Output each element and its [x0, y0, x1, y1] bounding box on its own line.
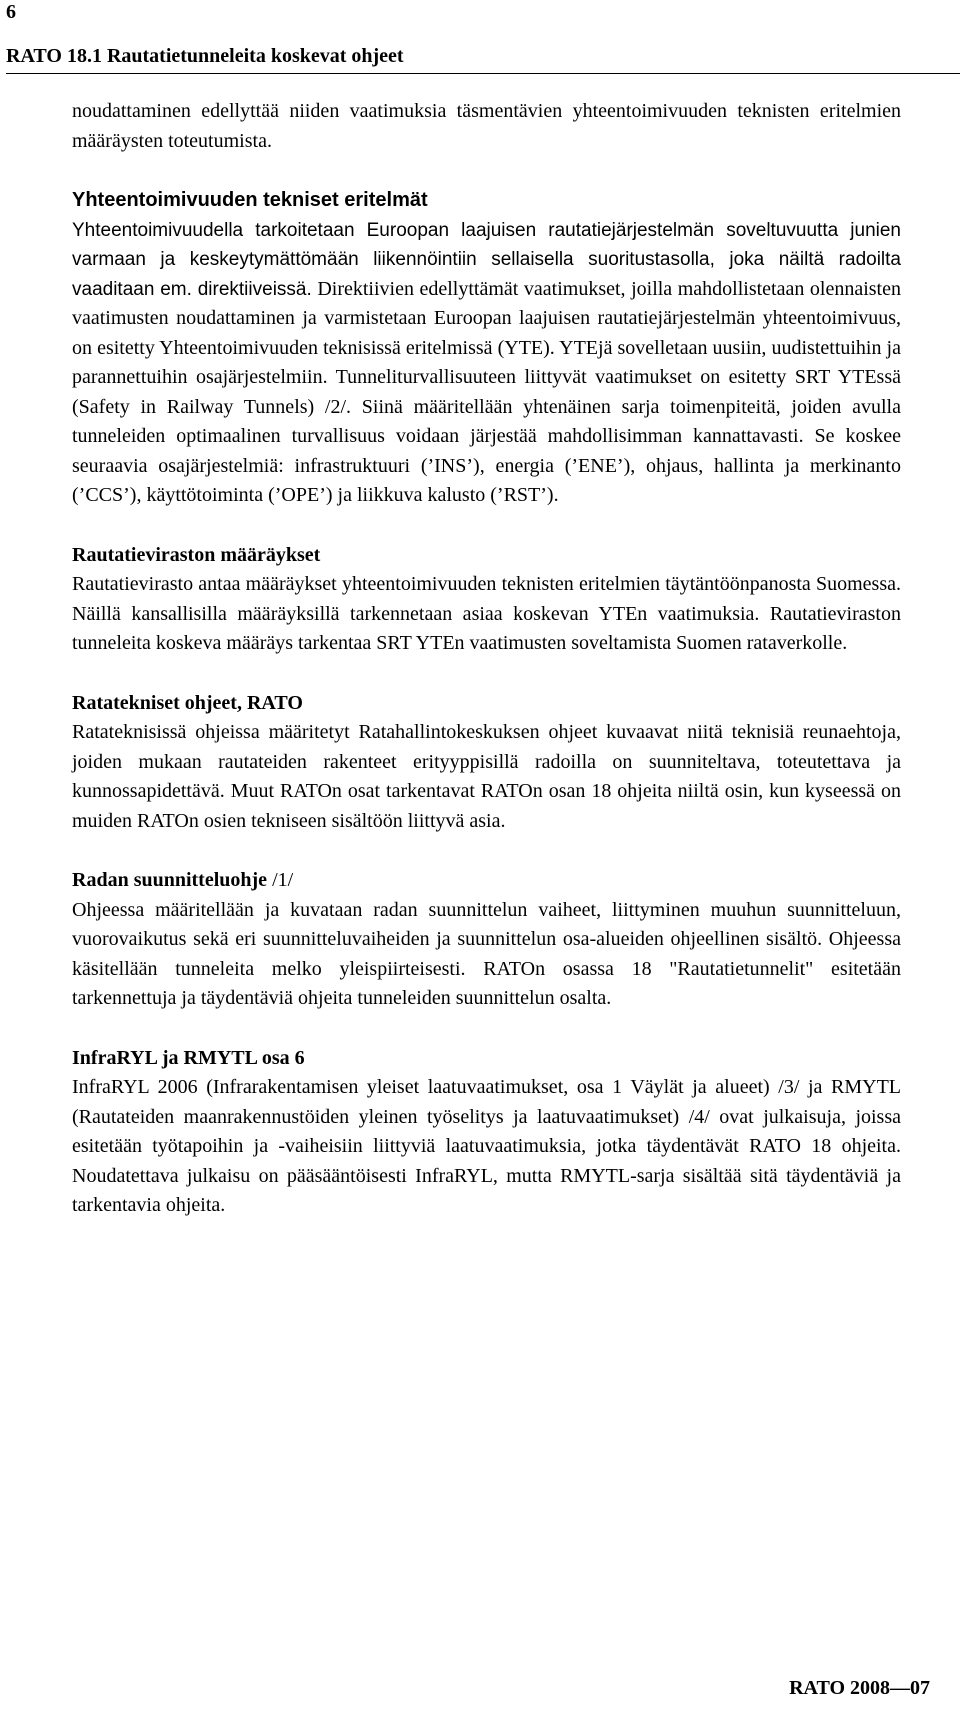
section-heading: InfraRYL ja RMYTL osa 6 [72, 1046, 305, 1069]
intro-paragraph: noudattaminen edellyttää niiden vaatimuksia täsmentävien yhteentoimivuuden teknisten eritelmien määräysten toteutumista. [72, 100, 901, 152]
section-heading: Rautatieviraston määräykset [72, 543, 321, 566]
section-heading-text: Radan suunnitteluohje [72, 869, 268, 891]
section-body-serif: Direktiivien edellyttämät vaatimukset, joilla mahdollistetaan olennaisten vaatimusten noudattaminen ja varmistetaan Euroopan laajuisen rautatiejärjestelmän yhteentoimivuus, on esitetty Yhteentoimivuuden teknisissä eritelmissä (YTE). YTEjä sovelletaan uusiin, uudistettuihin ja parannettuihin osajärjestelmiin. Tunneliturvallisuuteen liittyvät vaatimukset on esitetty SRT YTEssä (Safety in Railway Tunnels) /2/. Siinä määritellään yhtenäinen sarja toimenpiteitä, joiden avulla tunneleiden optimaalinen turvallisuus voidaan järjestää mahdollisimman kannattavasti. Se koskee seuraavia osajärjestelmiä: infrastruktuuri (’INS’), energia (’ENE’), ohjaus, hallinta ja merkinanto (’CCS’), käyttötoiminta (’OPE’) ja liikkuva kalusto (’RST’). [72, 277, 901, 506]
section-infraryl [72, 1044, 901, 1221]
section-radan-suunnitteluohje [72, 866, 901, 1014]
document-body [72, 97, 901, 1221]
section-rautatievirasto [72, 541, 901, 659]
section-heading-reference: /1/ [267, 869, 294, 891]
page-number: 6 [6, 1, 16, 23]
section-heading: Ratatekniset ohjeet, RATO [72, 691, 303, 714]
section-body-sans: Yhteentoimivuudella tarkoitetaan Euroopan laajuisen rautatiejärjestelmän soveltuvuutta junien varmaan ja keskeytymättömään liikennöintiin sellaisella suoritustasolla, joka näiltä radoilta vaaditaan em. direktiiveissä. [72, 219, 901, 300]
section-body: Ohjeessa määritellään ja kuvataan radan suunnittelun vaiheet, liittyminen muuhun suunnitteluun, vuorovaikutus sekä eri suunnitteluvaiheiden ja suunnittelun osa-alueiden ohjeellinen sisältö. Ohjeessa käsitellään tunneleita melko yleispiirteisesti. RATOn osassa 18 "Rautatietunnelit" esitetään tarkennettuja ja täydentäviä ohjeita tunneleiden suunnittelun osalta. [72, 898, 901, 1009]
section-body: Rautatievirasto antaa määräykset yhteentoimivuuden teknisten eritelmien täytäntöönpanosta Suomessa. Näillä kansallisilla määräyksillä tarkennetaan asiaa koskevan YTEn vaatimuksia. Rautatieviraston tunneleita koskeva määräys tarkentaa SRT YTEn vaatimusten soveltamista Suomen rataverkolle. [72, 573, 901, 654]
page-footer: RATO 2008—07 [789, 1677, 930, 1699]
section-body [72, 216, 901, 511]
header-rule [6, 73, 960, 74]
section-heading: Yhteentoimivuuden tekniset eritelmät [72, 189, 428, 211]
section-body: InfraRYL 2006 (Infrarakentamisen yleiset laatuvaatimukset, osa 1 Väylät ja alueet) /3/ ja RMYTL (Rautateiden maanrakennustöiden yleinen työselitys ja laatuvaatimukset) /4/ ovat julkaisuja, joissa esitetään työtapoihin ja -vaiheisiin liittyviä laatuvaatimuksia, jotka täydentävät RATO 18 ohjeita. Noudatettava julkaisu on pääsääntöisesti InfraRYL, mutta RMYTL-sarja sisältää sitä täydentäviä ja tarkentavia ohjeita. [72, 1076, 901, 1216]
section-yte [72, 186, 901, 511]
section-heading [72, 866, 901, 896]
section-rato [72, 689, 901, 837]
section-body: Ratateknisissä ohjeissa määritetyt Ratahallintokeskuksen ohjeet kuvaavat niitä teknisiä reunaehtoja, joiden mukaan rautateiden rakenteet erityyppisillä radoilla on suunniteltava, toteutettava ja kunnossapidettävä. Muut RATOn osat tarkentavat RATOn osan 18 ohjeita niiltä osin, kun kyseessä on muiden RATOn osien tekniseen sisältöön liittyvä asia. [72, 721, 901, 832]
running-header: RATO 18.1 Rautatietunneleita koskevat ohjeet [6, 45, 404, 67]
